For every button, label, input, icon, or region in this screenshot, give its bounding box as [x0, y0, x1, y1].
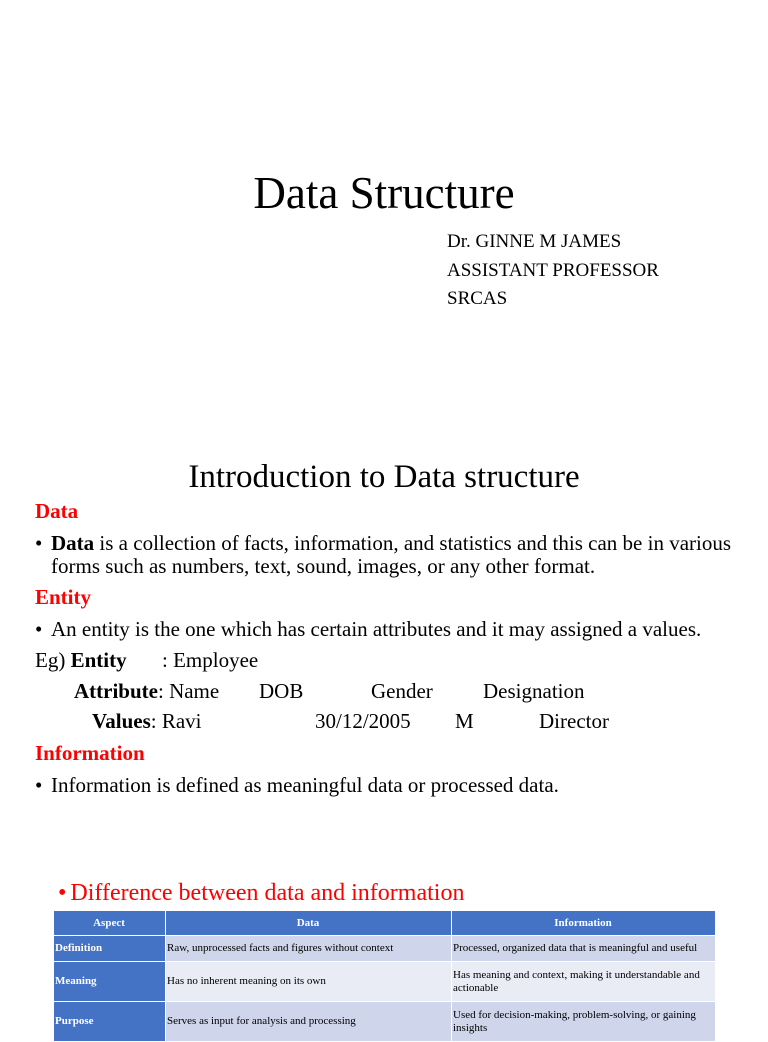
column-header-data: Data — [166, 911, 452, 936]
aspect-cell: Definition — [54, 936, 166, 962]
entity-label: Entity — [70, 648, 127, 672]
attribute-label-group — [74, 680, 219, 703]
eg-prefix: Eg) — [35, 648, 71, 672]
aspect-cell: Purpose — [54, 1002, 166, 1042]
aspect-cell: Meaning — [54, 962, 166, 1002]
bullet-icon: • — [58, 880, 67, 906]
table-row — [54, 1002, 716, 1042]
value-designation: Director — [539, 709, 609, 733]
entity-definition: An entity is the one which has certain attributes and it may assigned a values. — [51, 617, 702, 641]
bullet-icon: • — [35, 617, 43, 641]
information-heading: Information — [35, 741, 145, 765]
information-definition: Information is defined as meaningful data or processed data. — [51, 773, 559, 797]
example-entity-row — [35, 648, 259, 672]
data-cell: Raw, unprocessed facts and figures without context — [166, 936, 452, 962]
entity-bullet — [35, 618, 735, 641]
data-bullet — [35, 532, 735, 578]
table-header-row — [54, 911, 716, 936]
entity-value: : Employee — [162, 648, 259, 672]
column-header-aspect: Aspect — [54, 911, 166, 936]
value-name: : Ravi — [150, 709, 202, 733]
attribute-designation: Designation — [483, 679, 585, 703]
data-cell: Serves as input for analysis and processing — [166, 1002, 452, 1042]
slide-title: Introduction to Data structure — [188, 459, 580, 495]
information-cell: Used for decision-making, problem-solving, or gaining insights — [452, 1002, 716, 1042]
table-row — [54, 936, 716, 962]
table-row — [54, 962, 716, 1002]
author-block — [447, 228, 659, 314]
comparison-table — [53, 910, 716, 1042]
attribute-dob: DOB — [259, 679, 304, 703]
information-cell: Has meaning and context, making it understandable and actionable — [452, 962, 716, 1002]
difference-heading — [58, 879, 464, 907]
attribute-name: : Name — [157, 679, 220, 703]
values-label-group — [92, 710, 202, 733]
data-definition: is a collection of facts, information, and statistics and this can be in various forms such as numbers, text, sound, images, or any other format. — [51, 531, 732, 578]
author-name: Dr. GINNE M JAMES — [447, 231, 622, 252]
information-cell: Processed, organized data that is meaningful and useful — [452, 936, 716, 962]
value-gender: M — [455, 709, 474, 733]
difference-heading-text: Difference between data and information — [70, 880, 465, 906]
author-institution: SRCAS — [447, 288, 508, 309]
values-label: Values — [92, 709, 151, 733]
data-term: Data — [51, 531, 95, 555]
attribute-label: Attribute — [74, 679, 158, 703]
author-position: ASSISTANT PROFESSOR — [447, 259, 659, 281]
bullet-icon: • — [35, 773, 43, 797]
information-bullet — [35, 774, 735, 797]
attribute-gender: Gender — [371, 679, 433, 703]
data-heading: Data — [35, 499, 79, 523]
data-cell: Has no inherent meaning on its own — [166, 962, 452, 1002]
column-header-information: Information — [452, 911, 716, 936]
entity-heading: Entity — [35, 585, 92, 609]
value-dob: 30/12/2005 — [315, 709, 411, 733]
bullet-icon: • — [35, 531, 43, 555]
deck-title: Data Structure — [253, 168, 515, 218]
